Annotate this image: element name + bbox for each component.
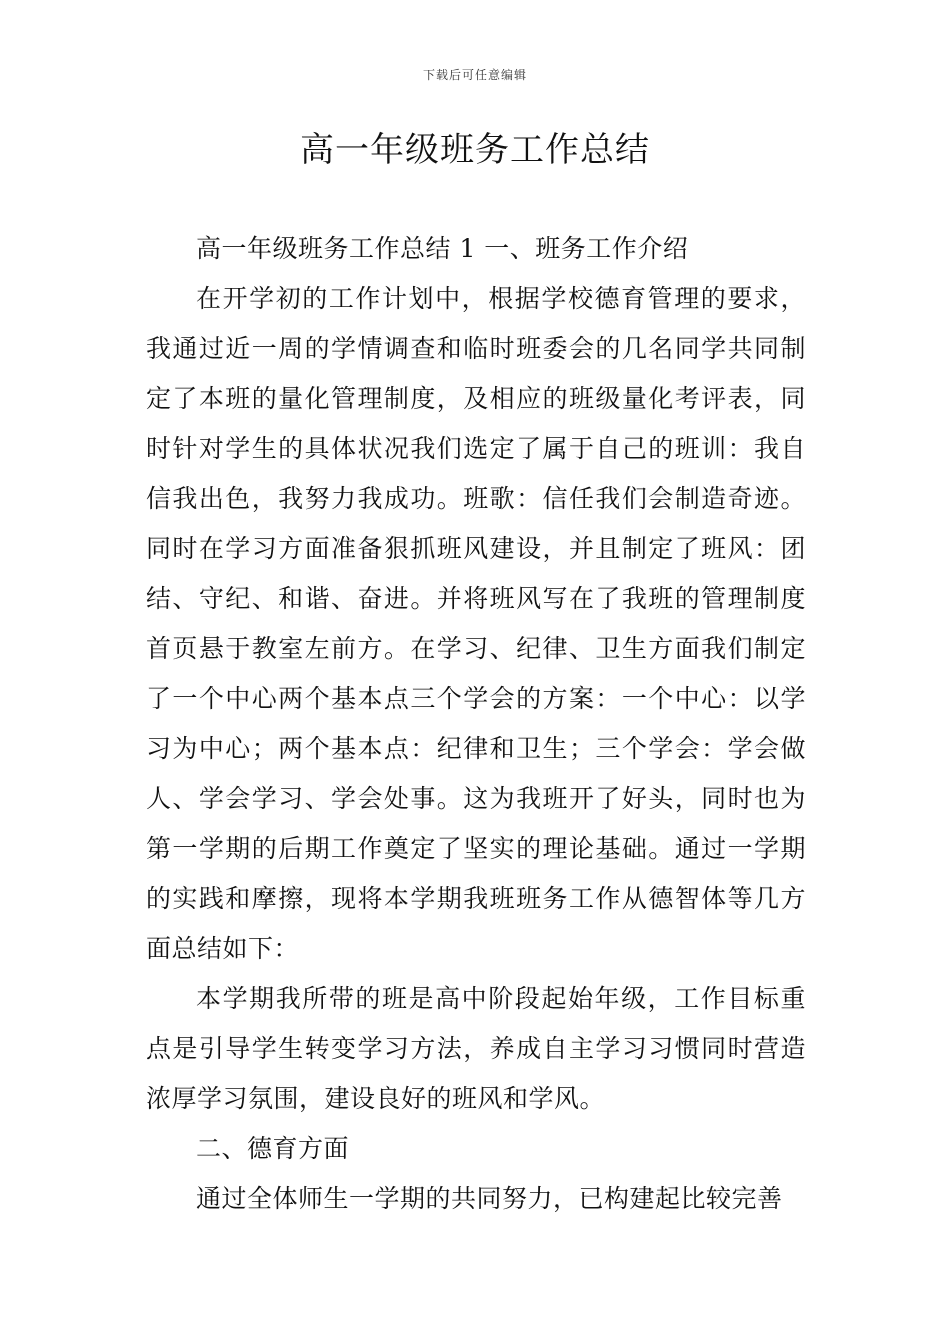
paragraph-moral-body: 通过全体师生一学期的共同努力，已构建起比较完善 — [196, 1184, 783, 1213]
paragraph-intro-heading: 高一年级班务工作总结 1 一、班务工作介绍 — [196, 234, 689, 263]
paragraph-class-goal: 本学期我所带的班是高中阶段起始年级，工作目标重点是引导学生转变学习方法，养成自主学习习惯同时营造浓厚学习氛围，建设良好的班风和学风。 — [146, 984, 806, 1113]
document-title: 高一年级班务工作总结 — [300, 130, 650, 170]
document-body — [146, 224, 806, 1224]
paragraph-moral-heading: 二、德育方面 — [196, 1134, 350, 1163]
header-note: 下载后可任意编辑 — [422, 68, 527, 82]
paragraph-work-plan: 在开学初的工作计划中，根据学校德育管理的要求，我通过近一周的学情调查和临时班委会的几名同学共同制定了本班的量化管理制度，及相应的班级量化考评表，同时针对学生的具体状况我们选定了属于自己的班训：我自信我出色，我努力我成功。班歌：信任我们会制造奇迹。同时在学习方面准备狠抓班风建设，并且制定了班风：团结、守纪、和谐、奋进。并将班风写在了我班的管理制度首页悬于教室左前方。在学习、纪律、卫生方面我们制定了一个中心两个基本点三个学会的方案：一个中心：以学习为中心；两个基本点：纪律和卫生；三个学会：学会做人、学会学习、学会处事。这为我班开了好头，同时也为第一学期的后期工作奠定了坚实的理论基础。通过一学期的实践和摩擦，现将本学期我班班务工作从德智体等几方面总结如下： — [146, 284, 806, 963]
